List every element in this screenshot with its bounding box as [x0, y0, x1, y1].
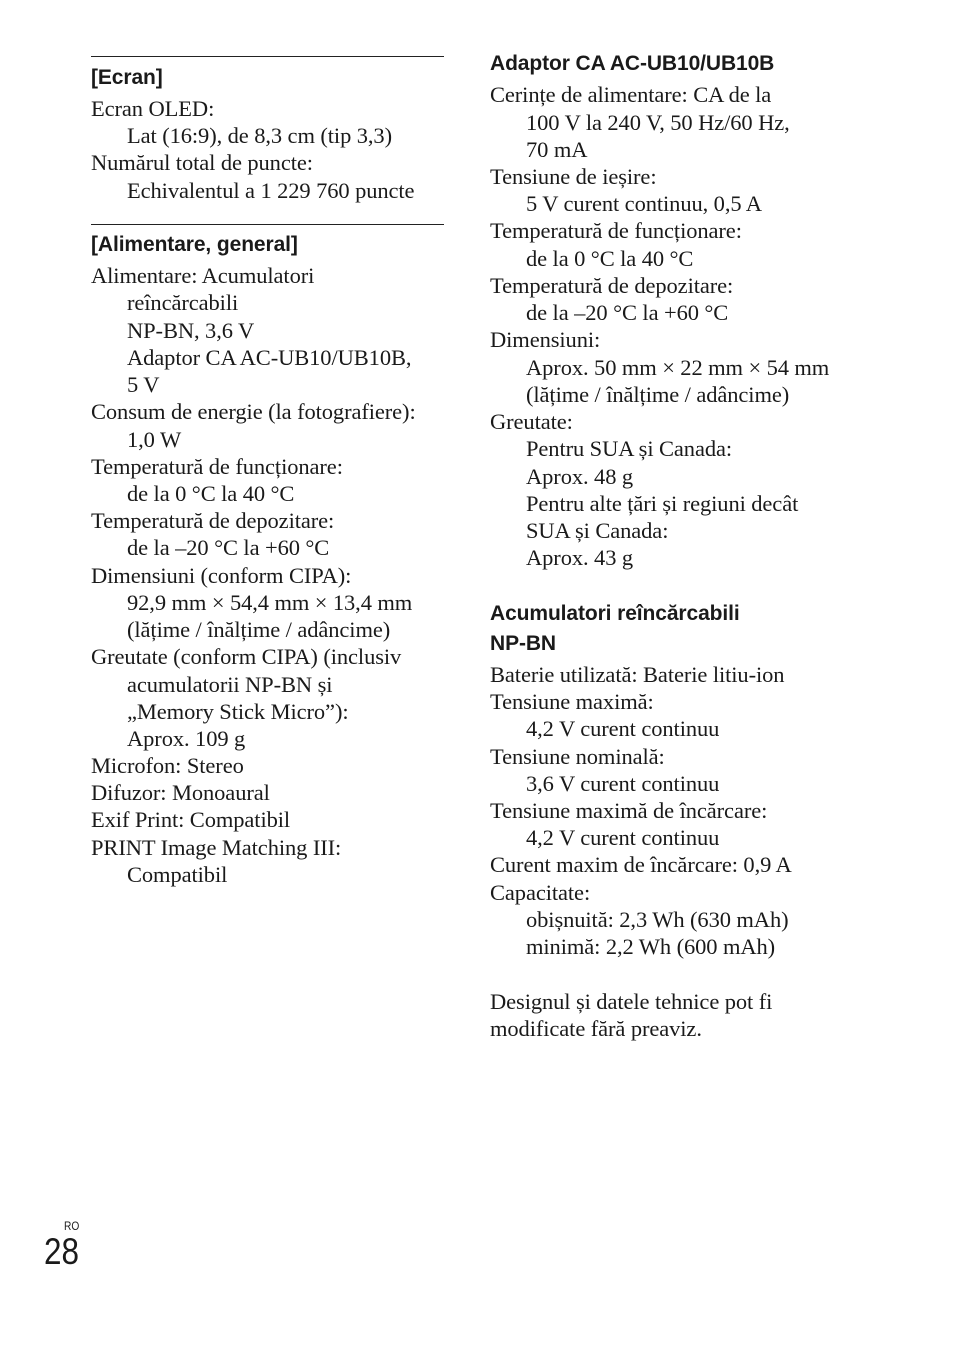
section-divider-power [91, 224, 444, 225]
spec-line: reîncărcabili [127, 290, 239, 315]
spec-line: Echivalentul a 1 229 760 puncte [127, 178, 415, 203]
spec-line: Temperatură de funcționare: [91, 454, 343, 479]
spec-line: PRINT Image Matching III: [91, 835, 342, 860]
spec-line: 1,0 W [127, 427, 182, 452]
spec-line: Pentru SUA și Canada: [526, 436, 733, 461]
spec-line: 3,6 V curent continuu [526, 771, 720, 796]
spec-line: Tensiune nominală: [490, 744, 665, 769]
spec-line: Baterie utilizată: Baterie litiu-ion [490, 662, 785, 687]
spec-line: Dimensiuni: [490, 327, 601, 352]
spec-line: 92,9 mm × 54,4 mm × 13,4 mm [127, 590, 413, 615]
spec-line: Difuzor: Monoaural [91, 780, 270, 805]
spec-line: Consum de energie (la fotografiere): [91, 399, 416, 424]
section-heading-adapter: Adaptor CA AC-UB10/UB10B [490, 52, 775, 75]
spec-line: Dimensiuni (conform CIPA): [91, 563, 352, 588]
spec-line: „Memory Stick Micro”): [127, 699, 349, 724]
section-heading-battery: Acumulatori reîncărcabili [490, 602, 740, 625]
spec-line: Alimentare: Acumulatori [91, 263, 315, 288]
language-code: RO [64, 1219, 80, 1233]
spec-line: Tensiune maximă: [490, 689, 654, 714]
spec-line: Tensiune maximă de încărcare: [490, 798, 768, 823]
spec-line: minimă: 2,2 Wh (600 mAh) [526, 934, 776, 959]
disclaimer-line: modificate fără preaviz. [490, 1016, 702, 1041]
spec-line: Aprox. 109 g [127, 726, 246, 751]
spec-line: Temperatură de depozitare: [91, 508, 335, 533]
spec-line: 5 V [127, 372, 160, 397]
section-divider-screen [91, 56, 444, 57]
spec-line: Cerințe de alimentare: CA de la [490, 82, 772, 107]
spec-line: NP-BN, 3,6 V [127, 318, 255, 343]
section-heading-screen: [Ecran] [91, 66, 163, 89]
spec-line: Aprox. 48 g [526, 464, 634, 489]
spec-line: SUA și Canada: [526, 518, 669, 543]
spec-line: 70 mA [526, 137, 588, 162]
section-heading-power: [Alimentare, general] [91, 233, 298, 256]
spec-line: acumulatorii NP-BN și [127, 672, 333, 697]
spec-line: Tensiune de ieșire: [490, 164, 657, 189]
spec-line: Compatibil [127, 862, 228, 887]
page-number: 28 [44, 1231, 79, 1272]
spec-line: Pentru alte țări și regiuni decât [526, 491, 799, 516]
spec-line: (lățime / înălțime / adâncime) [127, 617, 391, 642]
spec-line: de la –20 °C la +60 °C [127, 535, 330, 560]
spec-line: 4,2 V curent continuu [526, 716, 720, 741]
spec-line: Greutate: [490, 409, 573, 434]
spec-line: de la 0 °C la 40 °C [526, 246, 694, 271]
spec-line: Aprox. 50 mm × 22 mm × 54 mm [526, 355, 830, 380]
spec-line: de la 0 °C la 40 °C [127, 481, 295, 506]
section-heading-battery-model: NP-BN [490, 632, 556, 655]
spec-line: Numărul total de puncte: [91, 150, 313, 175]
spec-line: Capacitate: [490, 880, 591, 905]
spec-line: 100 V la 240 V, 50 Hz/60 Hz, [526, 110, 790, 135]
spec-line: Ecran OLED: [91, 96, 215, 121]
spec-line: obișnuită: 2,3 Wh (630 mAh) [526, 907, 789, 932]
spec-line: Aprox. 43 g [526, 545, 634, 570]
spec-line: Curent maxim de încărcare: 0,9 A [490, 852, 792, 877]
spec-line: Temperatură de depozitare: [490, 273, 734, 298]
spec-line: de la –20 °C la +60 °C [526, 300, 729, 325]
spec-line: Adaptor CA AC-UB10/UB10B, [127, 345, 412, 370]
spec-line: 4,2 V curent continuu [526, 825, 720, 850]
disclaimer-line: Designul și datele tehnice pot fi [490, 989, 773, 1014]
spec-line: Temperatură de funcționare: [490, 218, 742, 243]
spec-line: Exif Print: Compatibil [91, 807, 291, 832]
spec-line: (lățime / înălțime / adâncime) [526, 382, 790, 407]
spec-line: 5 V curent continuu, 0,5 A [526, 191, 762, 216]
spec-line: Lat (16:9), de 8,3 cm (tip 3,3) [127, 123, 392, 148]
spec-line: Greutate (conform CIPA) (inclusiv [91, 644, 402, 669]
spec-line: Microfon: Stereo [91, 753, 244, 778]
